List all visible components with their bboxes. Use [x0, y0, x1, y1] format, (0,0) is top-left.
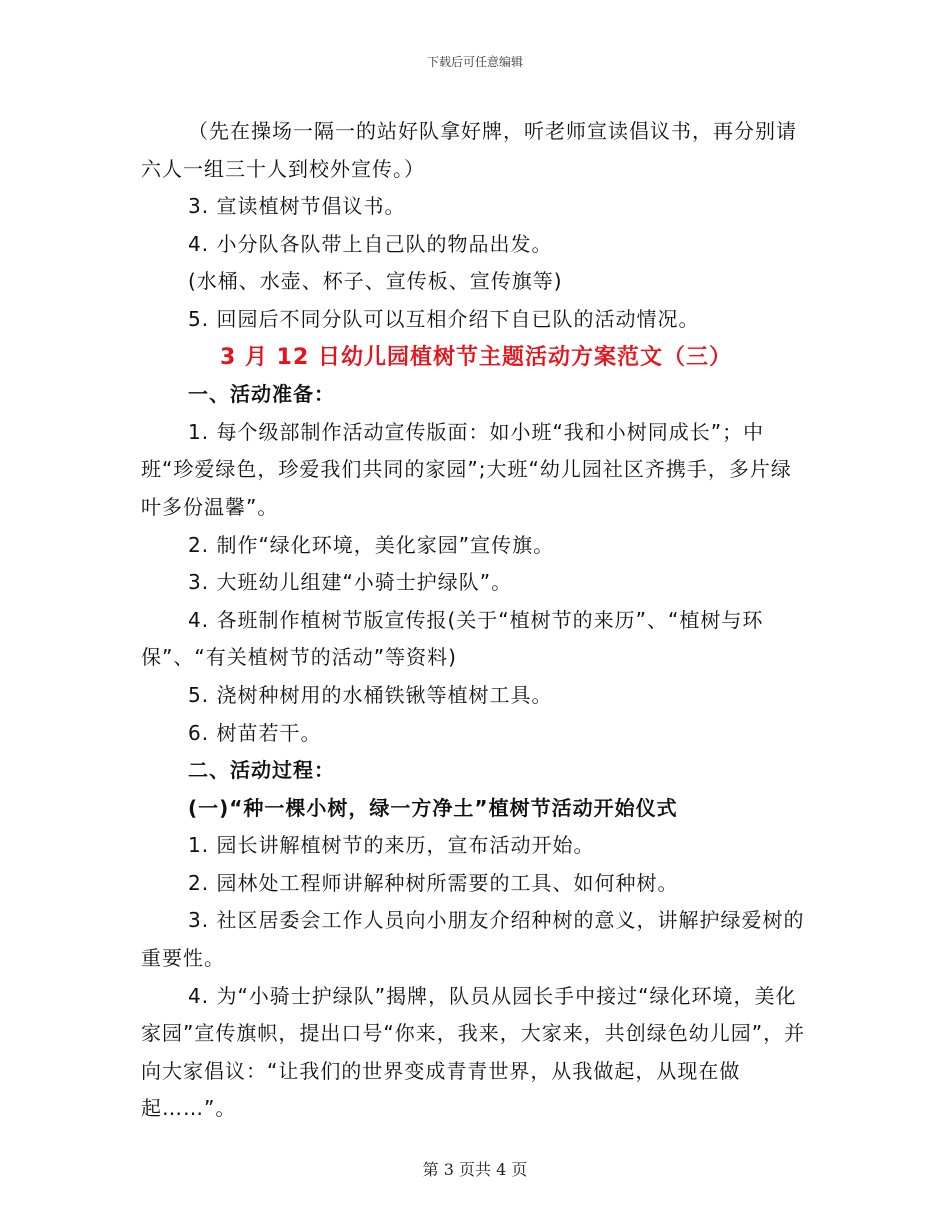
sub-heading: (一)“种一棵小树，绿一方净土”植树节活动开始仪式: [188, 795, 678, 820]
paragraph: (水桶、水壶、杯子、宣传板、宣传旗等): [188, 269, 563, 294]
section-heading: 二、活动过程：: [188, 758, 335, 783]
list-item: 2. 制作“绿化环境，美化家园”宣传旗。: [188, 532, 555, 557]
list-item: 3. 大班幼儿组建“小骑士护绿队”。: [188, 570, 513, 595]
list-item: 5. 回园后不同分队可以互相介绍下自已队的活动情况。: [188, 306, 700, 331]
list-item: 3. 宣读植树节倡议书。: [188, 194, 406, 219]
list-item: 3. 社区居委会工作人员向小朋友介绍种树的意义，讲解护绿爱树的重要性。: [141, 908, 805, 971]
section-heading: 一、活动准备：: [188, 382, 335, 407]
document-body: [141, 113, 811, 1128]
list-item: 4. 为“小骑士护绿队”揭牌，队员从园长手中接过“绿化环境，美化家园”宣传旗帜，提出口号“你来，我来，大家来，共创绿色幼儿园”，并向大家倡议：“让我们的世界变成青青世界，从我做起，从现在做起……”。: [141, 983, 806, 1121]
section-title: 3 月 12 日幼儿园植树节主题活动方案范文（三）: [220, 344, 732, 370]
page-footer: 第 3 页共 4 页: [422, 1160, 528, 1179]
page-header: 下载后可任意编辑: [426, 55, 523, 69]
list-item: 4. 小分队各队带上自己队的物品出发。: [188, 231, 553, 256]
list-item: 2. 园林处工程师讲解种树所需要的工具、如何种树。: [188, 870, 679, 895]
list-item: 1. 园长讲解植树节的来历，宣布活动开始。: [188, 833, 595, 858]
list-item: 5. 浇树种树用的水桶铁锹等植树工具。: [188, 682, 553, 707]
list-item: 4. 各班制作植树节版宣传报(关于“植树节的来历”、“植树与环保”、“有关植树节的活动”等资料): [141, 607, 764, 670]
paragraph: （先在操场一隔一的站好队拿好牌，听老师宣读倡议书，再分别请六人一组三十人到校外宣传。）: [141, 119, 797, 181]
list-item: 1. 每个级部制作活动宣传版面：如小班“我和小树同成长”；中班“珍爱绿色，珍爱我们共同的家园”;大班“幼儿园社区齐携手，多片绿叶多份温馨”。: [141, 419, 792, 519]
list-item: 6. 树苗若干。: [188, 720, 322, 745]
